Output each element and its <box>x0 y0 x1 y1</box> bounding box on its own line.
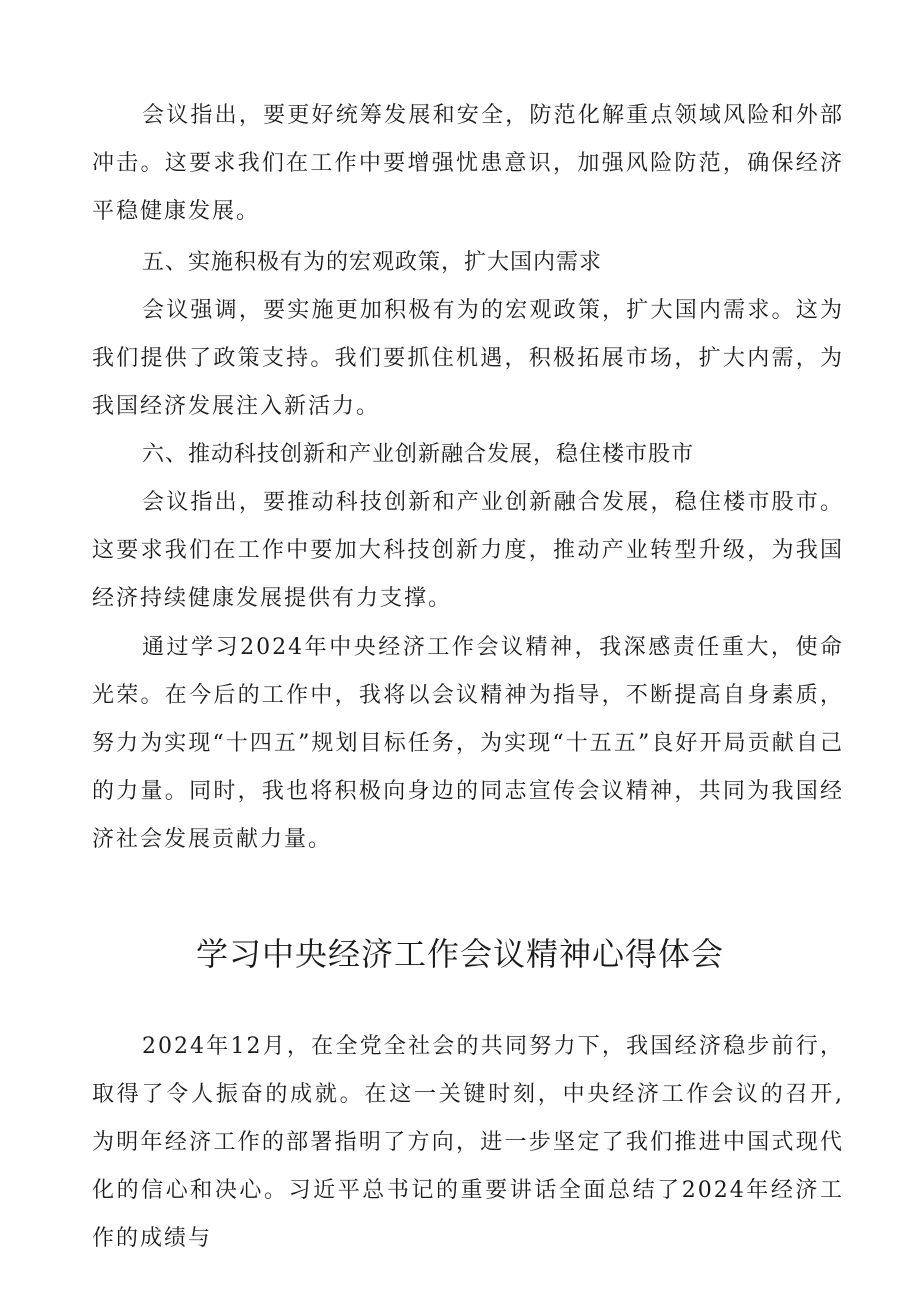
paragraph-macro-policy: 会议强调，要实施更加积极有为的宏观政策，扩大国内需求。这为我们提供了政策支持。我们要抓住机遇，积极拓展市场，扩大内需，为我国经济发展注入新活力。 <box>92 298 844 419</box>
paragraph-introduction: 2024年12月，在全党全社会的共同努力下，我国经济稳步前行，取得了令人振奋的成就。在这一关键时刻，中央经济工作会议的召开,为明年经济工作的部署指明了方向，进一步坚定了我们推进中国式现代化的信心和决心。习近平总书记的重要讲话全面总结了2024年经济工作的成绩与 <box>92 1034 844 1251</box>
document-title: 学习中央经济工作会议精神心得体会 <box>195 935 724 973</box>
paragraph-tech-innovation: 会议指出，要推动科技创新和产业创新融合发展，稳住楼市股市。这要求我们在工作中要加大科技创新力度，推动产业转型升级，为我国经济持续健康发展提供有力支撑。 <box>92 490 844 611</box>
paragraph-risk-prevention: 会议指出，要更好统筹发展和安全，防范化解重点领域风险和外部冲击。这要求我们在工作中要增强忧患意识，加强风险防范，确保经济平稳健康发展。 <box>92 103 844 224</box>
section-heading-tech-innovation: 六、推动科技创新和产业创新融合发展，稳住楼市股市 <box>142 442 695 467</box>
paragraph-conclusion: 通过学习2024年中央经济工作会议精神，我深感责任重大，使命光荣。在今后的工作中，我将以会议精神为指导，不断提高自身素质，努力为实现“十四五”规划目标任务，为实现“十五五”良好开局贡献自己的力量。同时，我也将积极向身边的同志宣传会议精神，共同为我国经济社会发展贡献力量。 <box>92 635 844 852</box>
section-heading-macro-policy: 五、实施积极有为的宏观政策，扩大国内需求 <box>142 250 603 275</box>
